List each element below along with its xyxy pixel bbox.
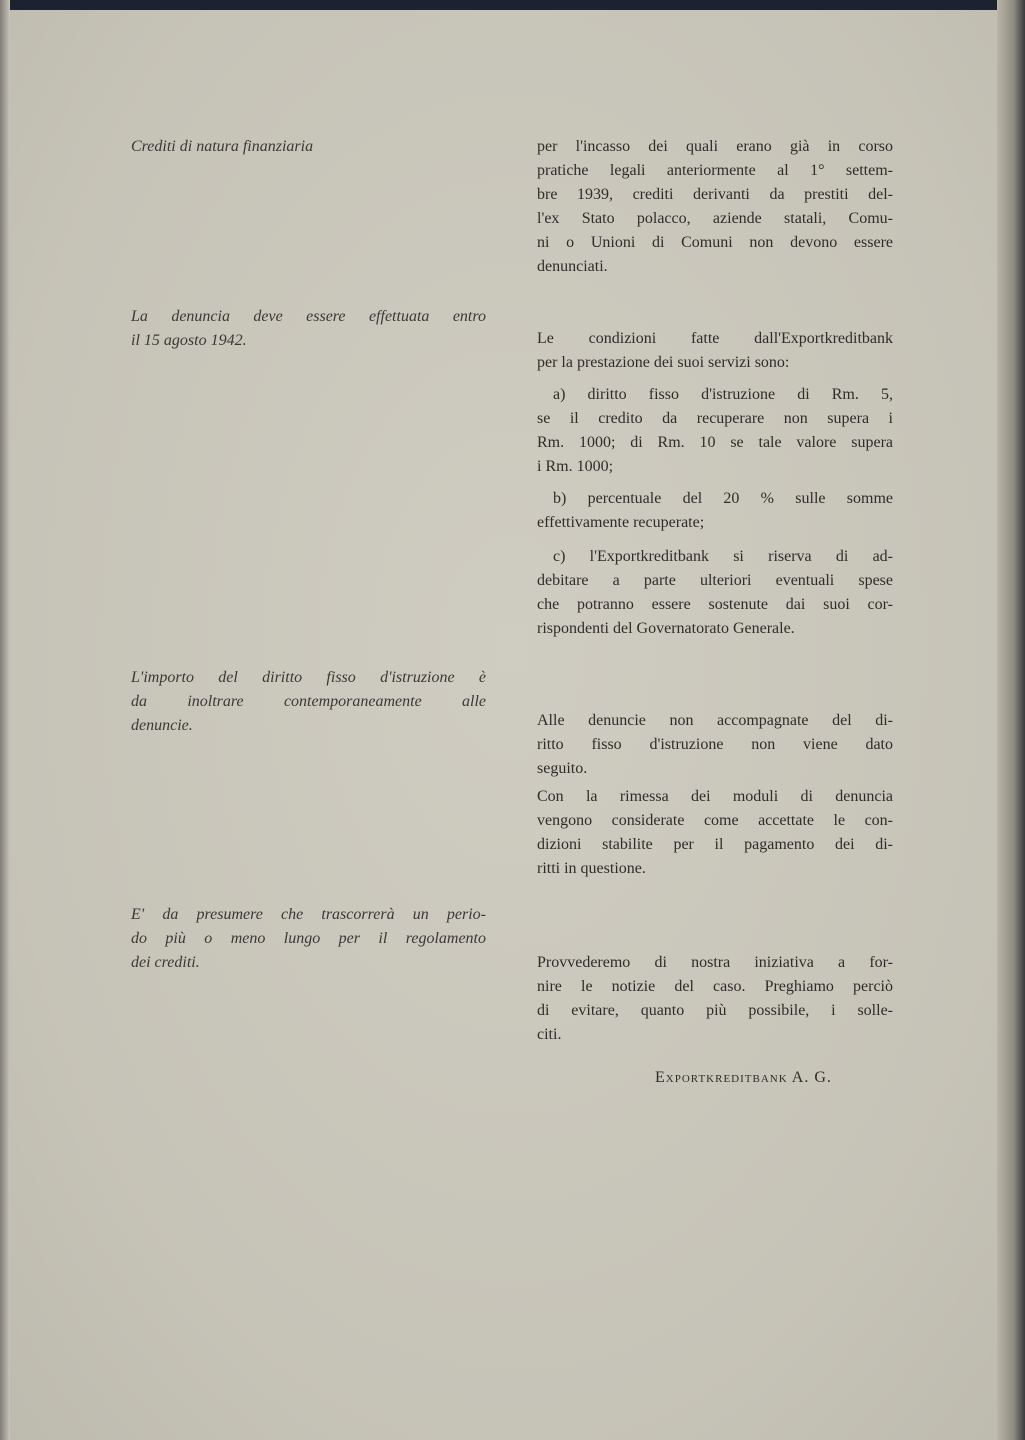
signature bbox=[655, 1069, 832, 1087]
text-line: il 15 agosto 1942. bbox=[131, 332, 247, 349]
margin-note-crediti bbox=[131, 135, 486, 159]
condition-c bbox=[537, 545, 893, 641]
text-line: denuncie. bbox=[131, 717, 193, 734]
text-line: debitare a parte ulteriori eventuali spese bbox=[537, 572, 893, 589]
text-line: Provvederemo di nostra iniziativa a for- bbox=[537, 954, 893, 971]
text-line: Crediti di natura finanziaria bbox=[131, 138, 314, 155]
paragraph-closing bbox=[537, 951, 893, 1047]
text-line: ni o Unioni di Comuni non devono essere bbox=[537, 234, 893, 251]
text-line: i Rm. 1000; bbox=[537, 458, 614, 475]
signature-text: Exportkreditbank A. G. bbox=[655, 1069, 832, 1086]
scan-left-edge bbox=[0, 0, 10, 1440]
text-line: vengono considerate come accettate le con- bbox=[537, 812, 893, 829]
text-line: rispondenti del Governatorato Generale. bbox=[537, 620, 795, 637]
text-line: dei crediti. bbox=[131, 954, 200, 971]
text-line: l'ex Stato polacco, aziende statali, Comu- bbox=[537, 210, 893, 227]
text-line: do più o meno lungo per il regolamento bbox=[131, 930, 486, 947]
paragraph-acceptance bbox=[537, 785, 893, 881]
text-line: bre 1939, crediti derivanti da prestiti del- bbox=[537, 186, 893, 203]
text-line: Rm. 1000; di Rm. 10 se tale valore supera bbox=[537, 434, 893, 451]
text-line: ritto fisso d'istruzione non viene dato bbox=[537, 736, 893, 753]
text-line: per la prestazione dei suoi servizi sono: bbox=[537, 354, 790, 371]
scan-top-edge bbox=[0, 0, 1025, 10]
text-line: seguito. bbox=[537, 760, 588, 777]
text-line: per l'incasso dei quali erano già in corso bbox=[537, 138, 893, 155]
text-line: dizioni stabilite per il pagamento dei di- bbox=[537, 836, 893, 853]
text-line: nire le notizie del caso. Preghiamo perciò bbox=[537, 978, 893, 995]
text-line: da inoltrare contemporaneamente alle bbox=[131, 693, 486, 710]
text-line: b) percentuale del 20 % sulle somme bbox=[553, 490, 893, 507]
text-line: ritti in questione. bbox=[537, 860, 646, 877]
text-line: c) l'Exportkreditbank si riserva di ad- bbox=[553, 548, 893, 565]
condition-a bbox=[537, 383, 893, 479]
condition-b bbox=[537, 487, 893, 535]
text-line: citi. bbox=[537, 1026, 562, 1043]
text-line: denunciati. bbox=[537, 258, 608, 275]
text-line: che potranno essere sostenute dai suoi cor- bbox=[537, 596, 893, 613]
text-line: pratiche legali anteriormente al 1° settem- bbox=[537, 162, 893, 179]
text-line: a) diritto fisso d'istruzione di Rm. 5, bbox=[553, 386, 893, 403]
text-line: Alle denuncie non accompagnate del di- bbox=[537, 712, 893, 729]
paragraph-excluded-credits bbox=[537, 135, 893, 279]
text-line: Con la rimessa dei moduli di denuncia bbox=[537, 788, 893, 805]
margin-note-duration bbox=[131, 903, 486, 975]
text-line: E' da presumere che trascorrerà un perio- bbox=[131, 906, 486, 923]
text-line: Le condizioni fatte dall'Exportkreditbank bbox=[537, 330, 893, 347]
scan-right-edge bbox=[997, 0, 1025, 1440]
margin-note-deadline bbox=[131, 305, 486, 353]
text-line: La denuncia deve essere effettuata entro bbox=[131, 308, 486, 325]
paragraph-unpaid-fee bbox=[537, 709, 893, 781]
text-line: se il credito da recuperare non supera i bbox=[537, 410, 893, 427]
paragraph-conditions-intro bbox=[537, 327, 893, 375]
margin-note-fee bbox=[131, 666, 486, 738]
text-line: L'importo del diritto fisso d'istruzione è bbox=[131, 669, 486, 686]
text-line: effettivamente recuperate; bbox=[537, 514, 705, 531]
text-line: di evitare, quanto più possibile, i solle- bbox=[537, 1002, 893, 1019]
